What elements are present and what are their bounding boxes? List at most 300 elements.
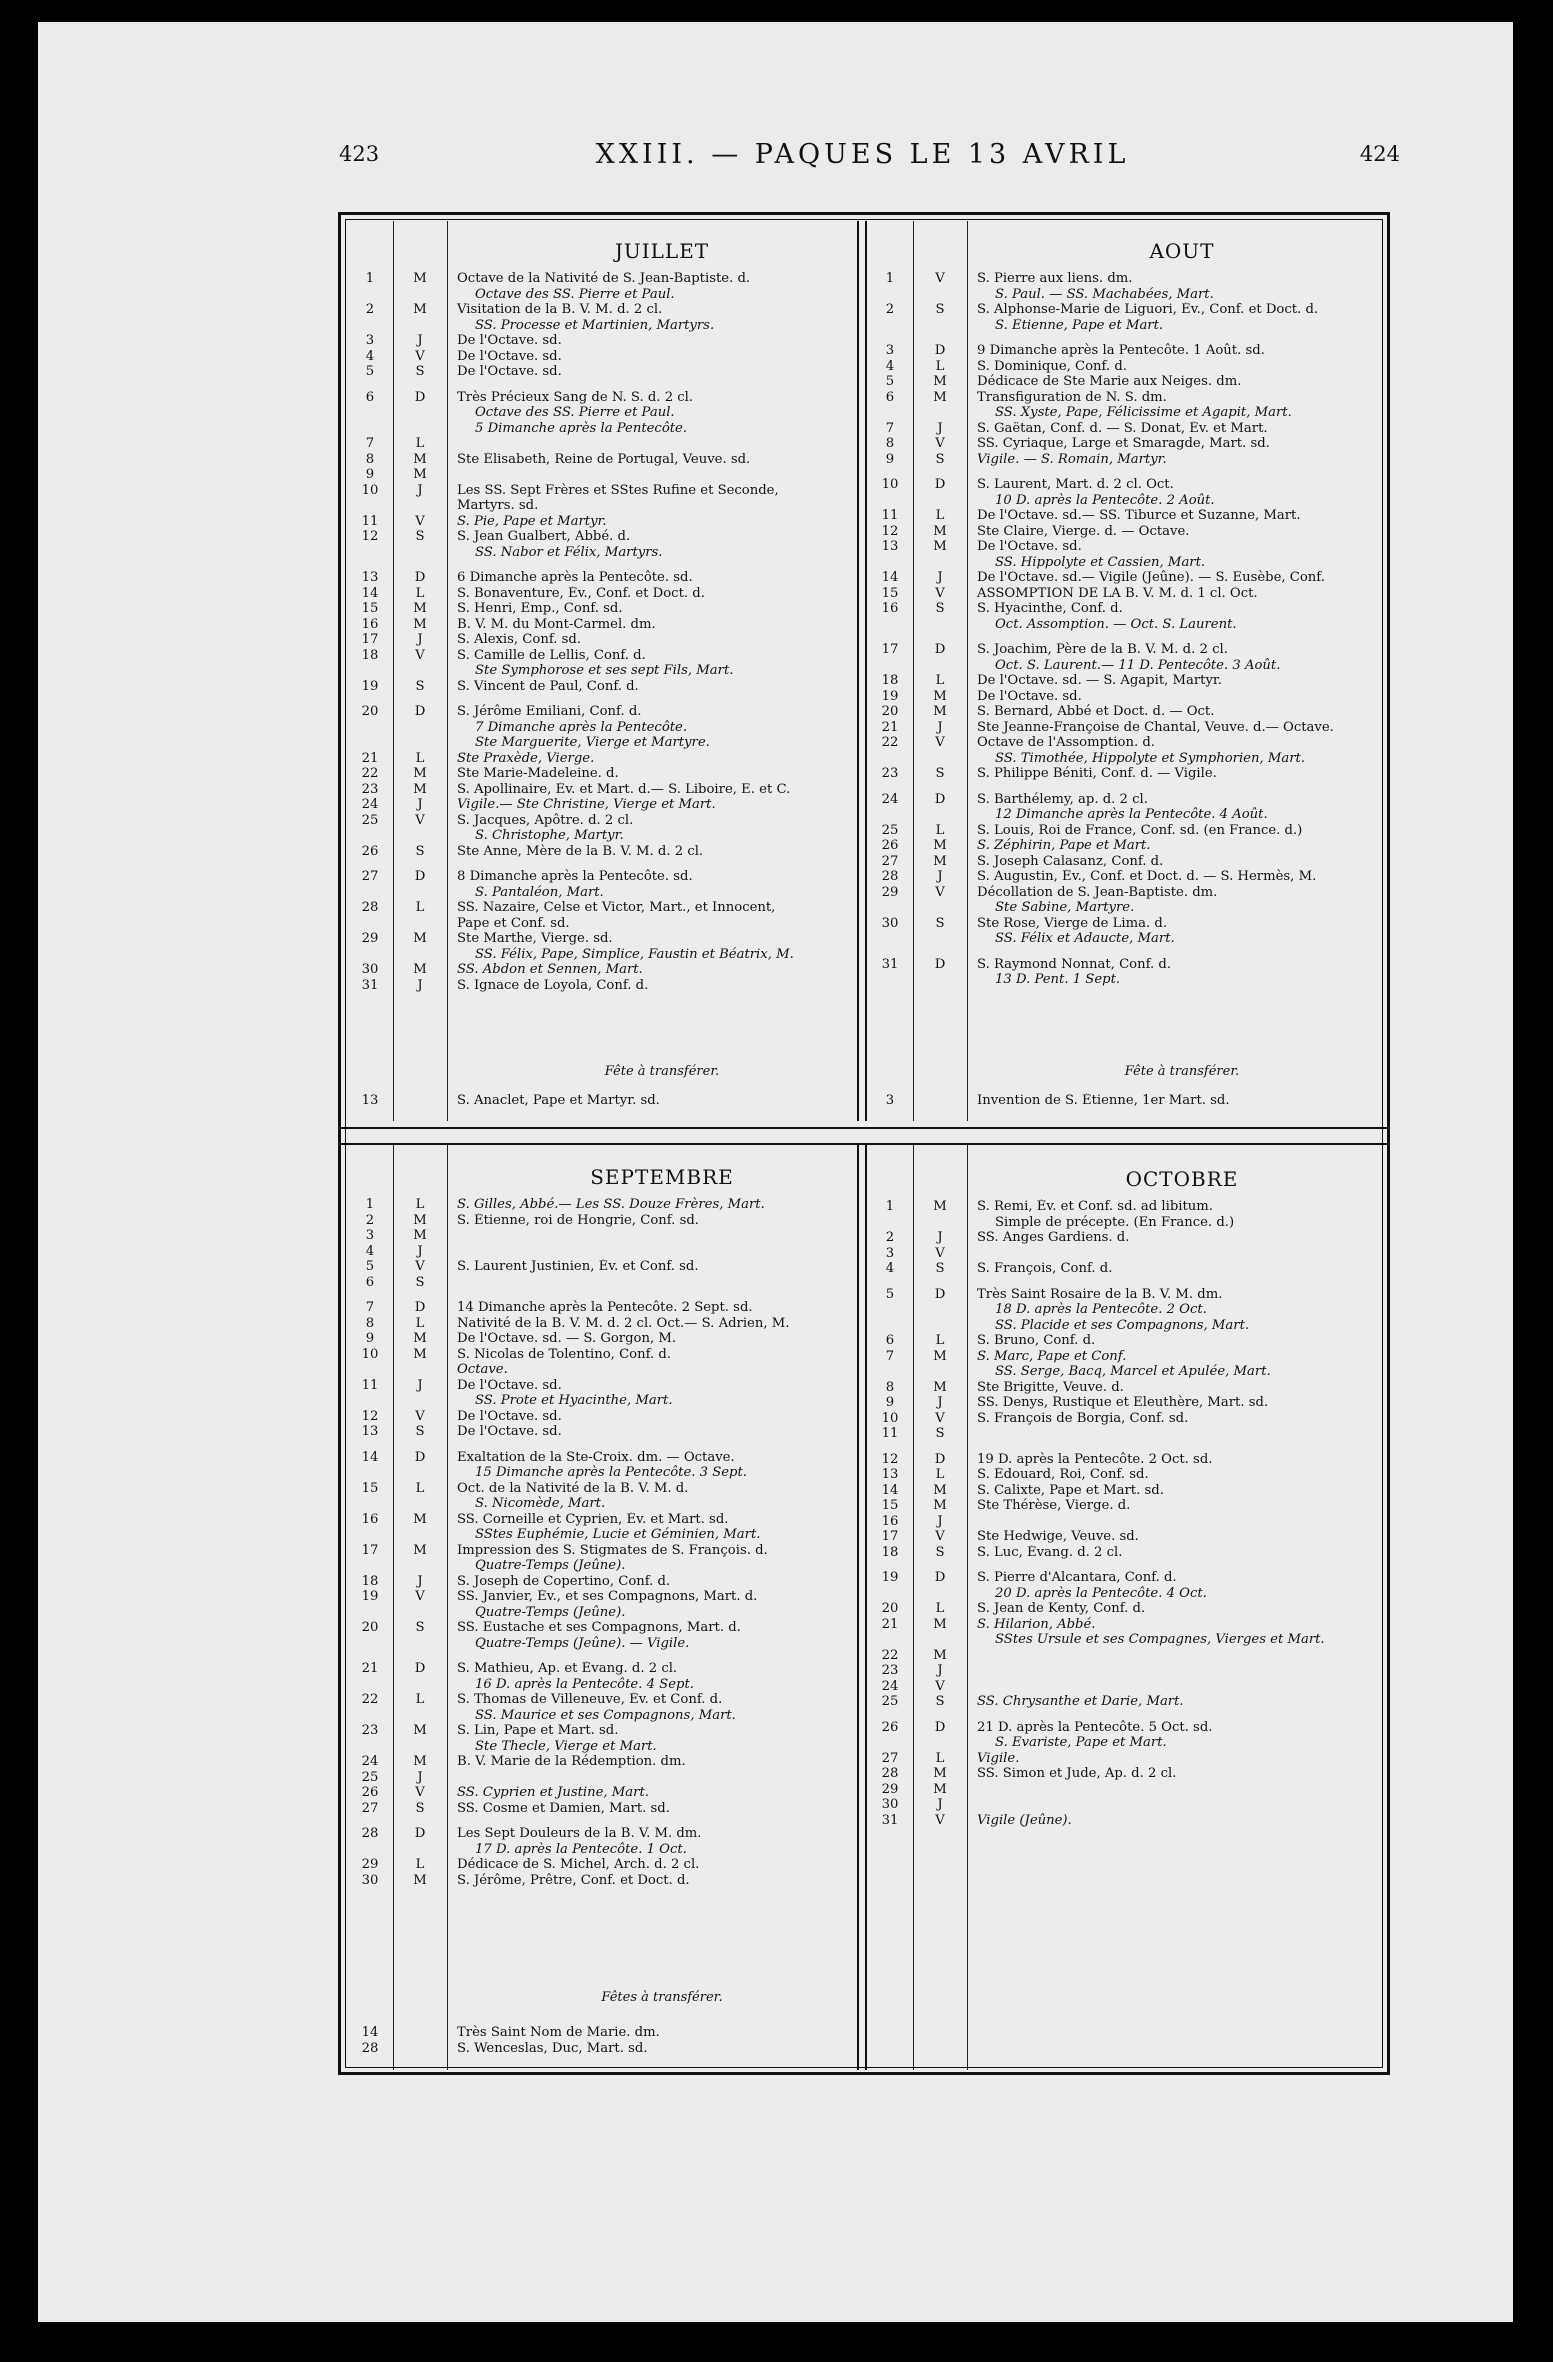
day-row <box>347 405 867 421</box>
feast-text: S. Jean Gualbert, Abbé. d. <box>457 529 631 544</box>
day-number <box>867 405 913 421</box>
weekday-letter <box>393 1677 447 1693</box>
day-number: 12 <box>881 523 899 539</box>
day-row <box>867 555 1387 571</box>
day-number: 12 <box>361 529 379 544</box>
weekday-letter: M <box>413 1542 427 1558</box>
feast-text: Quatre-Temps (Jeûne). <box>475 1558 626 1573</box>
weekday-letter: M <box>933 1379 947 1395</box>
feast-text: Octave des SS. Pierre et Paul. <box>475 286 675 302</box>
feast-text: S. Dominique, Conf. d. <box>977 358 1127 374</box>
feast-text: Vigile.— Ste Christine, Vierge et Mart. <box>457 797 716 812</box>
day-number: 6 <box>885 1333 895 1348</box>
weekday-letter: L <box>415 1197 425 1212</box>
weekday-letter: S <box>415 678 425 694</box>
day-number: 29 <box>881 1781 899 1797</box>
weekday-letter <box>913 972 967 988</box>
day-number: 11 <box>361 513 379 529</box>
feast-text <box>447 1244 867 1260</box>
weekday-letter: S <box>935 601 945 616</box>
day-row <box>347 1636 867 1652</box>
day-row <box>867 493 1387 509</box>
feast-text: Ste Rose, Vierge de Lima. d. <box>977 915 1168 931</box>
weekday-letter: L <box>415 436 425 451</box>
transfer-title: Fête à transférer. <box>604 1064 720 1079</box>
weekday-letter: M <box>933 1616 947 1632</box>
feast-text: 9 Dimanche après la Pentecôte. 1 Août. sd. <box>977 343 1265 358</box>
day-number <box>347 318 393 334</box>
feast-text: De l'Octave. sd. — S. Gorgon, M. <box>457 1331 677 1346</box>
day-list <box>867 1199 1387 1828</box>
day-number <box>347 1465 393 1481</box>
day-row <box>347 828 867 844</box>
weekday-letter: L <box>935 822 945 838</box>
feast-text: S. Laurent, Mart. d. 2 cl. Oct. <box>977 477 1174 492</box>
weekday-letter <box>393 1636 447 1652</box>
day-row <box>867 1380 1387 1396</box>
day-number: 2 <box>885 302 895 317</box>
day-row <box>347 1574 867 1590</box>
weekday-letter: M <box>933 374 947 389</box>
day-row <box>347 1739 867 1755</box>
feast-text: Très Saint Nom de Marie. dm. <box>457 2025 660 2040</box>
day-number: 5 <box>885 374 895 389</box>
day-row <box>347 1543 867 1559</box>
feast-text: 13 D. Pent. 1 Sept. <box>995 972 1121 987</box>
day-row <box>867 1302 1387 1318</box>
day-number: 22 <box>881 735 899 750</box>
day-number <box>347 421 393 437</box>
day-list <box>867 271 1387 988</box>
feast-text: SS. Félix, Pape, Simplice, Faustin et Béatrix, M. <box>475 946 794 962</box>
day-row <box>347 1378 867 1394</box>
day-number <box>867 617 913 633</box>
day-number: 15 <box>361 1480 379 1496</box>
day-number: 3 <box>885 1245 895 1261</box>
day-number: 3 <box>365 333 375 348</box>
day-row <box>347 869 867 885</box>
weekday-letter: M <box>933 688 947 704</box>
day-row <box>867 1230 1387 1246</box>
day-number <box>347 735 393 751</box>
feast-text: S. Lin, Pape et Mart. sd. <box>457 1723 619 1738</box>
feast-text: 15 Dimanche après la Pentecôte. 3 Sept. <box>475 1465 747 1480</box>
day-row <box>347 648 867 664</box>
day-row <box>347 1589 867 1605</box>
weekday-letter <box>393 663 447 679</box>
weekday-letter: L <box>935 673 945 688</box>
feast-text: S. Ignace de Loyola, Conf. d. <box>457 977 649 993</box>
feast-text: B. V. Marie de la Rédemption. dm. <box>457 1754 686 1769</box>
day-row <box>867 1545 1387 1561</box>
day-row <box>347 333 867 349</box>
weekday-letter: M <box>413 1723 427 1738</box>
feast-text: De l'Octave. sd.— Vigile (Jeûne). — S. Eusèbe, Conf. <box>977 570 1325 585</box>
day-number: 18 <box>361 1573 379 1589</box>
day-number: 29 <box>361 1857 379 1872</box>
feast-text: Ste Brigitte, Veuve. d. <box>977 1379 1124 1395</box>
weekday-letter: V <box>415 647 425 663</box>
feast-text: S. Bernard, Abbé et Doct. d. — Oct. <box>977 704 1215 719</box>
weekday-letter: V <box>935 1410 945 1426</box>
feast-text: SStes Ursule et ses Compagnes, Vierges et Mart. <box>995 1632 1325 1647</box>
weekday-letter: D <box>414 570 426 585</box>
day-row <box>867 869 1387 885</box>
day-number: 28 <box>361 900 379 915</box>
day-number: 1 <box>365 271 375 286</box>
feast-text: SS. Prote et Hyacinthe, Mart. <box>475 1393 673 1408</box>
feast-text: 20 D. après la Pentecôte. 4 Oct. <box>995 1585 1207 1601</box>
weekday-letter <box>393 1465 447 1481</box>
day-number: 27 <box>361 1800 379 1816</box>
day-number: 15 <box>881 585 899 601</box>
weekday-letter <box>393 2025 447 2041</box>
weekday-letter <box>913 405 967 421</box>
weekday-letter: M <box>933 704 947 719</box>
day-row <box>347 947 867 963</box>
day-row <box>347 751 867 767</box>
day-row <box>347 813 867 829</box>
day-row <box>347 1331 867 1347</box>
feast-text: SS. Serge, Bacq, Marcel et Apulée, Mart. <box>995 1364 1271 1379</box>
weekday-letter: J <box>937 869 943 884</box>
feast-text: Quatre-Temps (Jeûne). — Vigile. <box>475 1635 690 1651</box>
day-number: 3 <box>885 343 895 358</box>
day-number: 17 <box>361 632 379 647</box>
day-row <box>867 302 1387 318</box>
feast-text: Visitation de la B. V. M. d. 2 cl. <box>457 302 663 317</box>
day-number: 21 <box>881 719 899 735</box>
weekday-letter <box>913 807 967 823</box>
feast-text: Très Précieux Sang de N. S. d. 2 cl. <box>457 389 694 405</box>
weekday-letter <box>393 720 447 736</box>
weekday-letter <box>913 1302 967 1318</box>
feast-text: S. Nicomède, Mart. <box>475 1496 606 1511</box>
day-row <box>347 679 867 695</box>
day-number: 8 <box>365 451 375 467</box>
day-number: 4 <box>365 1243 375 1259</box>
feast-text: S. Calixte, Pape et Mart. sd. <box>977 1482 1164 1498</box>
feast-text: S. Paul. — SS. Machabées, Mart. <box>995 286 1214 302</box>
day-number: 19 <box>881 1570 899 1585</box>
day-row <box>867 807 1387 823</box>
day-row <box>347 390 867 406</box>
double-rule <box>857 1145 867 2070</box>
day-row <box>867 1735 1387 1751</box>
day-row <box>867 318 1387 334</box>
weekday-letter: J <box>937 570 943 585</box>
day-number <box>867 1364 913 1380</box>
feast-text: 17 D. après la Pentecôte. 1 Oct. <box>475 1841 687 1857</box>
feast-text: S. François, Conf. d. <box>977 1261 1113 1276</box>
weekday-letter <box>393 1527 447 1543</box>
feast-text: SS. Cosme et Damien, Mart. sd. <box>457 1800 670 1816</box>
feast-text: Dédicace de Ste Marie aux Neiges. dm. <box>977 374 1242 389</box>
weekday-letter <box>913 1318 967 1334</box>
day-row <box>347 720 867 736</box>
day-number: 13 <box>881 539 899 554</box>
feast-text: S. Christophe, Martyr. <box>475 828 624 843</box>
day-number <box>347 1527 393 1543</box>
feast-text: SS. Félix et Adaucte, Mart. <box>995 931 1175 946</box>
day-row <box>347 349 867 365</box>
weekday-letter: J <box>417 482 423 498</box>
weekday-letter: S <box>935 766 945 781</box>
day-number: 27 <box>361 869 379 884</box>
day-number: 14 <box>881 570 899 585</box>
day-number: 3 <box>365 1228 375 1243</box>
feast-text: De l'Octave. sd. <box>457 1424 562 1439</box>
weekday-letter: D <box>414 704 426 719</box>
feast-text: S. Hyacinthe, Conf. d. <box>977 601 1123 616</box>
day-row <box>867 436 1387 452</box>
day-number <box>347 1739 393 1755</box>
weekday-letter: M <box>933 1766 947 1781</box>
feast-text: S. Laurent Justinien, Év. et Conf. sd. <box>457 1259 699 1274</box>
feast-text: Vigile. <box>977 1750 1020 1766</box>
transfer-title: Fêtes à transférer. <box>601 1990 723 2005</box>
day-number: 14 <box>361 2025 379 2040</box>
day-number: 30 <box>881 915 899 931</box>
feast-text: SStes Euphémie, Lucie et Géminien, Mart. <box>475 1527 761 1542</box>
day-number: 20 <box>361 704 379 719</box>
day-row <box>867 359 1387 375</box>
day-number: 5 <box>365 1259 375 1274</box>
day-row <box>867 1663 1387 1679</box>
weekday-letter: S <box>935 1544 945 1560</box>
day-number: 26 <box>881 1719 899 1735</box>
day-number <box>347 828 393 844</box>
running-title: XXIII. — PAQUES LE 13 AVRIL <box>595 139 1130 170</box>
day-number <box>347 1558 393 1574</box>
feast-text: Octave des SS. Pierre et Paul. <box>475 405 675 420</box>
feast-text: S. Joseph de Copertino, Conf. d. <box>457 1573 671 1589</box>
feast-text: S. Raymond Nonnat, Conf. d. <box>977 956 1172 972</box>
feast-text: 6 Dimanche après la Pentecôte. sd. <box>457 570 693 585</box>
weekday-letter: M <box>933 1781 947 1797</box>
feast-text: Octave. <box>457 1362 508 1377</box>
feast-text: De l'Octave. sd.— SS. Tiburce et Suzanne, Mart. <box>977 508 1301 523</box>
day-row <box>867 704 1387 720</box>
feast-text: Impression des S. Stigmates de S. François. d. <box>457 1542 768 1558</box>
feast-text: S. Pantaléon, Mart. <box>475 884 604 900</box>
day-number: 5 <box>365 364 375 379</box>
day-row <box>347 1362 867 1378</box>
day-number: 25 <box>361 812 379 828</box>
day-row <box>347 1496 867 1512</box>
day-row <box>347 704 867 720</box>
day-row <box>867 931 1387 947</box>
weekday-letter <box>913 931 967 947</box>
feast-text: Vigile (Jeûne). <box>977 1812 1072 1828</box>
day-row <box>347 1347 867 1363</box>
horizontal-divider <box>341 1127 1387 1145</box>
day-number <box>867 493 913 509</box>
month-title: AOUT <box>1149 239 1215 263</box>
weekday-letter <box>913 1632 967 1648</box>
day-number <box>867 1215 913 1231</box>
weekday-letter: M <box>413 616 427 632</box>
day-number: 19 <box>361 678 379 694</box>
feast-text: Octave de l'Assomption. d. <box>977 735 1155 750</box>
feast-text: SS. Cyriaque, Large et Smaragde, Mart. sd. <box>977 436 1270 451</box>
day-number: 3 <box>885 1093 895 1108</box>
weekday-letter: M <box>413 931 427 946</box>
day-number: 26 <box>361 843 379 859</box>
feast-text: De l'Octave. sd. — S. Agapit, Martyr. <box>977 673 1222 688</box>
feast-text: SS. Maurice et ses Compagnons, Mart. <box>475 1707 736 1723</box>
day-row <box>347 1300 867 1316</box>
day-number: 14 <box>881 1482 899 1498</box>
day-number: 12 <box>361 1408 379 1424</box>
feast-text: S. Gilles, Abbé.— Les SS. Douze Frères, Mart. <box>457 1197 765 1212</box>
day-number: 21 <box>361 750 379 766</box>
feast-text: S. Pierre d'Alcantara, Conf. d. <box>977 1570 1177 1585</box>
weekday-letter <box>913 1093 967 1109</box>
weekday-letter: V <box>415 1408 425 1424</box>
weekday-letter: M <box>413 766 427 781</box>
feast-text: ASSOMPTION DE LA B. V. M. d. 1 cl. Oct. <box>977 585 1258 601</box>
day-number: 8 <box>365 1315 375 1331</box>
day-row <box>867 1694 1387 1710</box>
day-row <box>867 854 1387 870</box>
weekday-letter: L <box>415 585 425 601</box>
day-row <box>347 766 867 782</box>
weekday-letter: S <box>415 1274 425 1290</box>
day-row <box>347 797 867 813</box>
feast-text: B. V. M. du Mont-Carmel. dm. <box>457 616 656 632</box>
feast-text <box>447 467 867 483</box>
day-number <box>347 1708 393 1724</box>
weekday-letter <box>393 947 447 963</box>
weekday-letter: L <box>935 1333 945 1348</box>
day-row <box>867 1797 1387 1813</box>
feast-text: Quatre-Temps (Jeûne). <box>475 1604 626 1620</box>
day-row <box>347 498 867 514</box>
day-row <box>347 1826 867 1842</box>
feast-text: Oct. Assomption. — Oct. S. Laurent. <box>995 616 1237 632</box>
weekday-letter: V <box>935 436 945 451</box>
weekday-letter: L <box>415 1692 425 1707</box>
feast-text: 19 D. après la Pentecôte. 2 Oct. sd. <box>977 1451 1213 1467</box>
feast-text <box>967 1426 1387 1442</box>
weekday-letter: S <box>415 1620 425 1635</box>
feast-text: S. Hilarion, Abbé. <box>977 1616 1096 1632</box>
weekday-letter: V <box>935 585 945 601</box>
weekday-letter: M <box>413 1511 427 1527</box>
feast-text: SS. Anges Gardiens. d. <box>977 1230 1130 1245</box>
feast-text: 18 D. après la Pentecôte. 2 Oct. <box>995 1302 1207 1317</box>
feast-text: SS. Processe et Martinien, Martyrs. <box>475 317 715 333</box>
day-number: 25 <box>881 1694 899 1709</box>
day-row <box>347 364 867 380</box>
feast-text: Ste Hedwige, Veuve. sd. <box>977 1529 1139 1544</box>
feast-text: Ste Claire, Vierge. d. — Octave. <box>977 523 1190 539</box>
weekday-letter: S <box>415 364 425 379</box>
day-number: 4 <box>365 348 375 364</box>
feast-text: S. Philippe Béniti, Conf. d. — Vigile. <box>977 766 1217 781</box>
day-number: 29 <box>881 884 899 900</box>
transfer-list <box>867 1093 1387 1109</box>
weekday-letter: L <box>415 1315 425 1331</box>
weekday-letter <box>393 498 447 514</box>
day-row <box>867 390 1387 406</box>
feast-text: Martyrs. sd. <box>457 498 539 513</box>
month-juillet <box>347 221 867 1121</box>
feast-text: S. Wenceslas, Duc, Mart. sd. <box>457 2040 648 2056</box>
transfer-list <box>347 1093 867 1109</box>
weekday-letter: M <box>413 1212 427 1228</box>
feast-text: S. Anaclet, Pape et Martyr. sd. <box>457 1093 660 1108</box>
feast-text: SS. Eustache et ses Compagnons, Mart. d. <box>457 1620 741 1635</box>
day-row <box>867 766 1387 782</box>
day-number <box>867 931 913 947</box>
weekday-letter: J <box>937 1797 943 1812</box>
weekday-letter: M <box>413 1754 427 1769</box>
day-row <box>867 1395 1387 1411</box>
feast-text: S. Marc, Pape et Conf. <box>977 1348 1127 1364</box>
day-row <box>867 751 1387 767</box>
day-number: 23 <box>881 1663 899 1678</box>
weekday-letter: J <box>417 797 423 812</box>
weekday-letter: J <box>417 1769 423 1785</box>
day-number: 16 <box>881 601 899 616</box>
weekday-letter: J <box>417 1377 423 1393</box>
day-number: 21 <box>361 1661 379 1676</box>
feast-text: Simple de précepte. (En France. d.) <box>995 1214 1235 1230</box>
weekday-letter: S <box>935 1694 945 1709</box>
weekday-letter <box>913 1586 967 1602</box>
day-row <box>867 900 1387 916</box>
day-number: 24 <box>881 1678 899 1694</box>
feast-text: Vigile. — S. Romain, Martyr. <box>977 451 1167 467</box>
feast-text: Ste Marthe, Vierge. sd. <box>457 931 613 946</box>
weekday-letter: L <box>935 508 945 523</box>
feast-text: S. Zéphirin, Pape et Mart. <box>977 838 1151 853</box>
feast-text: S. Gaëtan, Conf. d. — S. Donat, Év. et Mart. <box>977 420 1268 436</box>
day-number: 15 <box>881 1498 899 1513</box>
day-number: 16 <box>881 1513 899 1529</box>
day-number <box>347 498 393 514</box>
weekday-letter: L <box>935 358 945 374</box>
day-row <box>347 2025 867 2041</box>
day-row <box>347 1450 867 1466</box>
weekday-letter: S <box>415 529 425 544</box>
day-number: 19 <box>361 1589 379 1604</box>
day-number: 9 <box>885 1395 895 1410</box>
weekday-letter: V <box>935 735 945 750</box>
day-number <box>867 1302 913 1318</box>
day-row <box>347 271 867 287</box>
day-row <box>347 844 867 860</box>
day-row <box>867 1246 1387 1262</box>
weekday-letter <box>393 735 447 751</box>
weekday-letter: L <box>415 900 425 915</box>
feast-text: De l'Octave. sd. <box>457 348 562 364</box>
weekday-letter: J <box>417 977 423 993</box>
day-row <box>347 1558 867 1574</box>
day-number: 31 <box>361 977 379 993</box>
day-number: 9 <box>885 451 895 467</box>
feast-text: Invention de S. Étienne, 1er Mart. sd. <box>977 1093 1230 1108</box>
day-number <box>347 947 393 963</box>
day-number: 27 <box>881 1750 899 1766</box>
feast-text: Ste Thecle, Vierge et Mart. <box>475 1738 657 1754</box>
weekday-letter: D <box>934 642 946 657</box>
weekday-letter: S <box>415 1424 425 1439</box>
transfer-title: Fête à transférer. <box>1124 1064 1240 1079</box>
day-row <box>347 1512 867 1528</box>
